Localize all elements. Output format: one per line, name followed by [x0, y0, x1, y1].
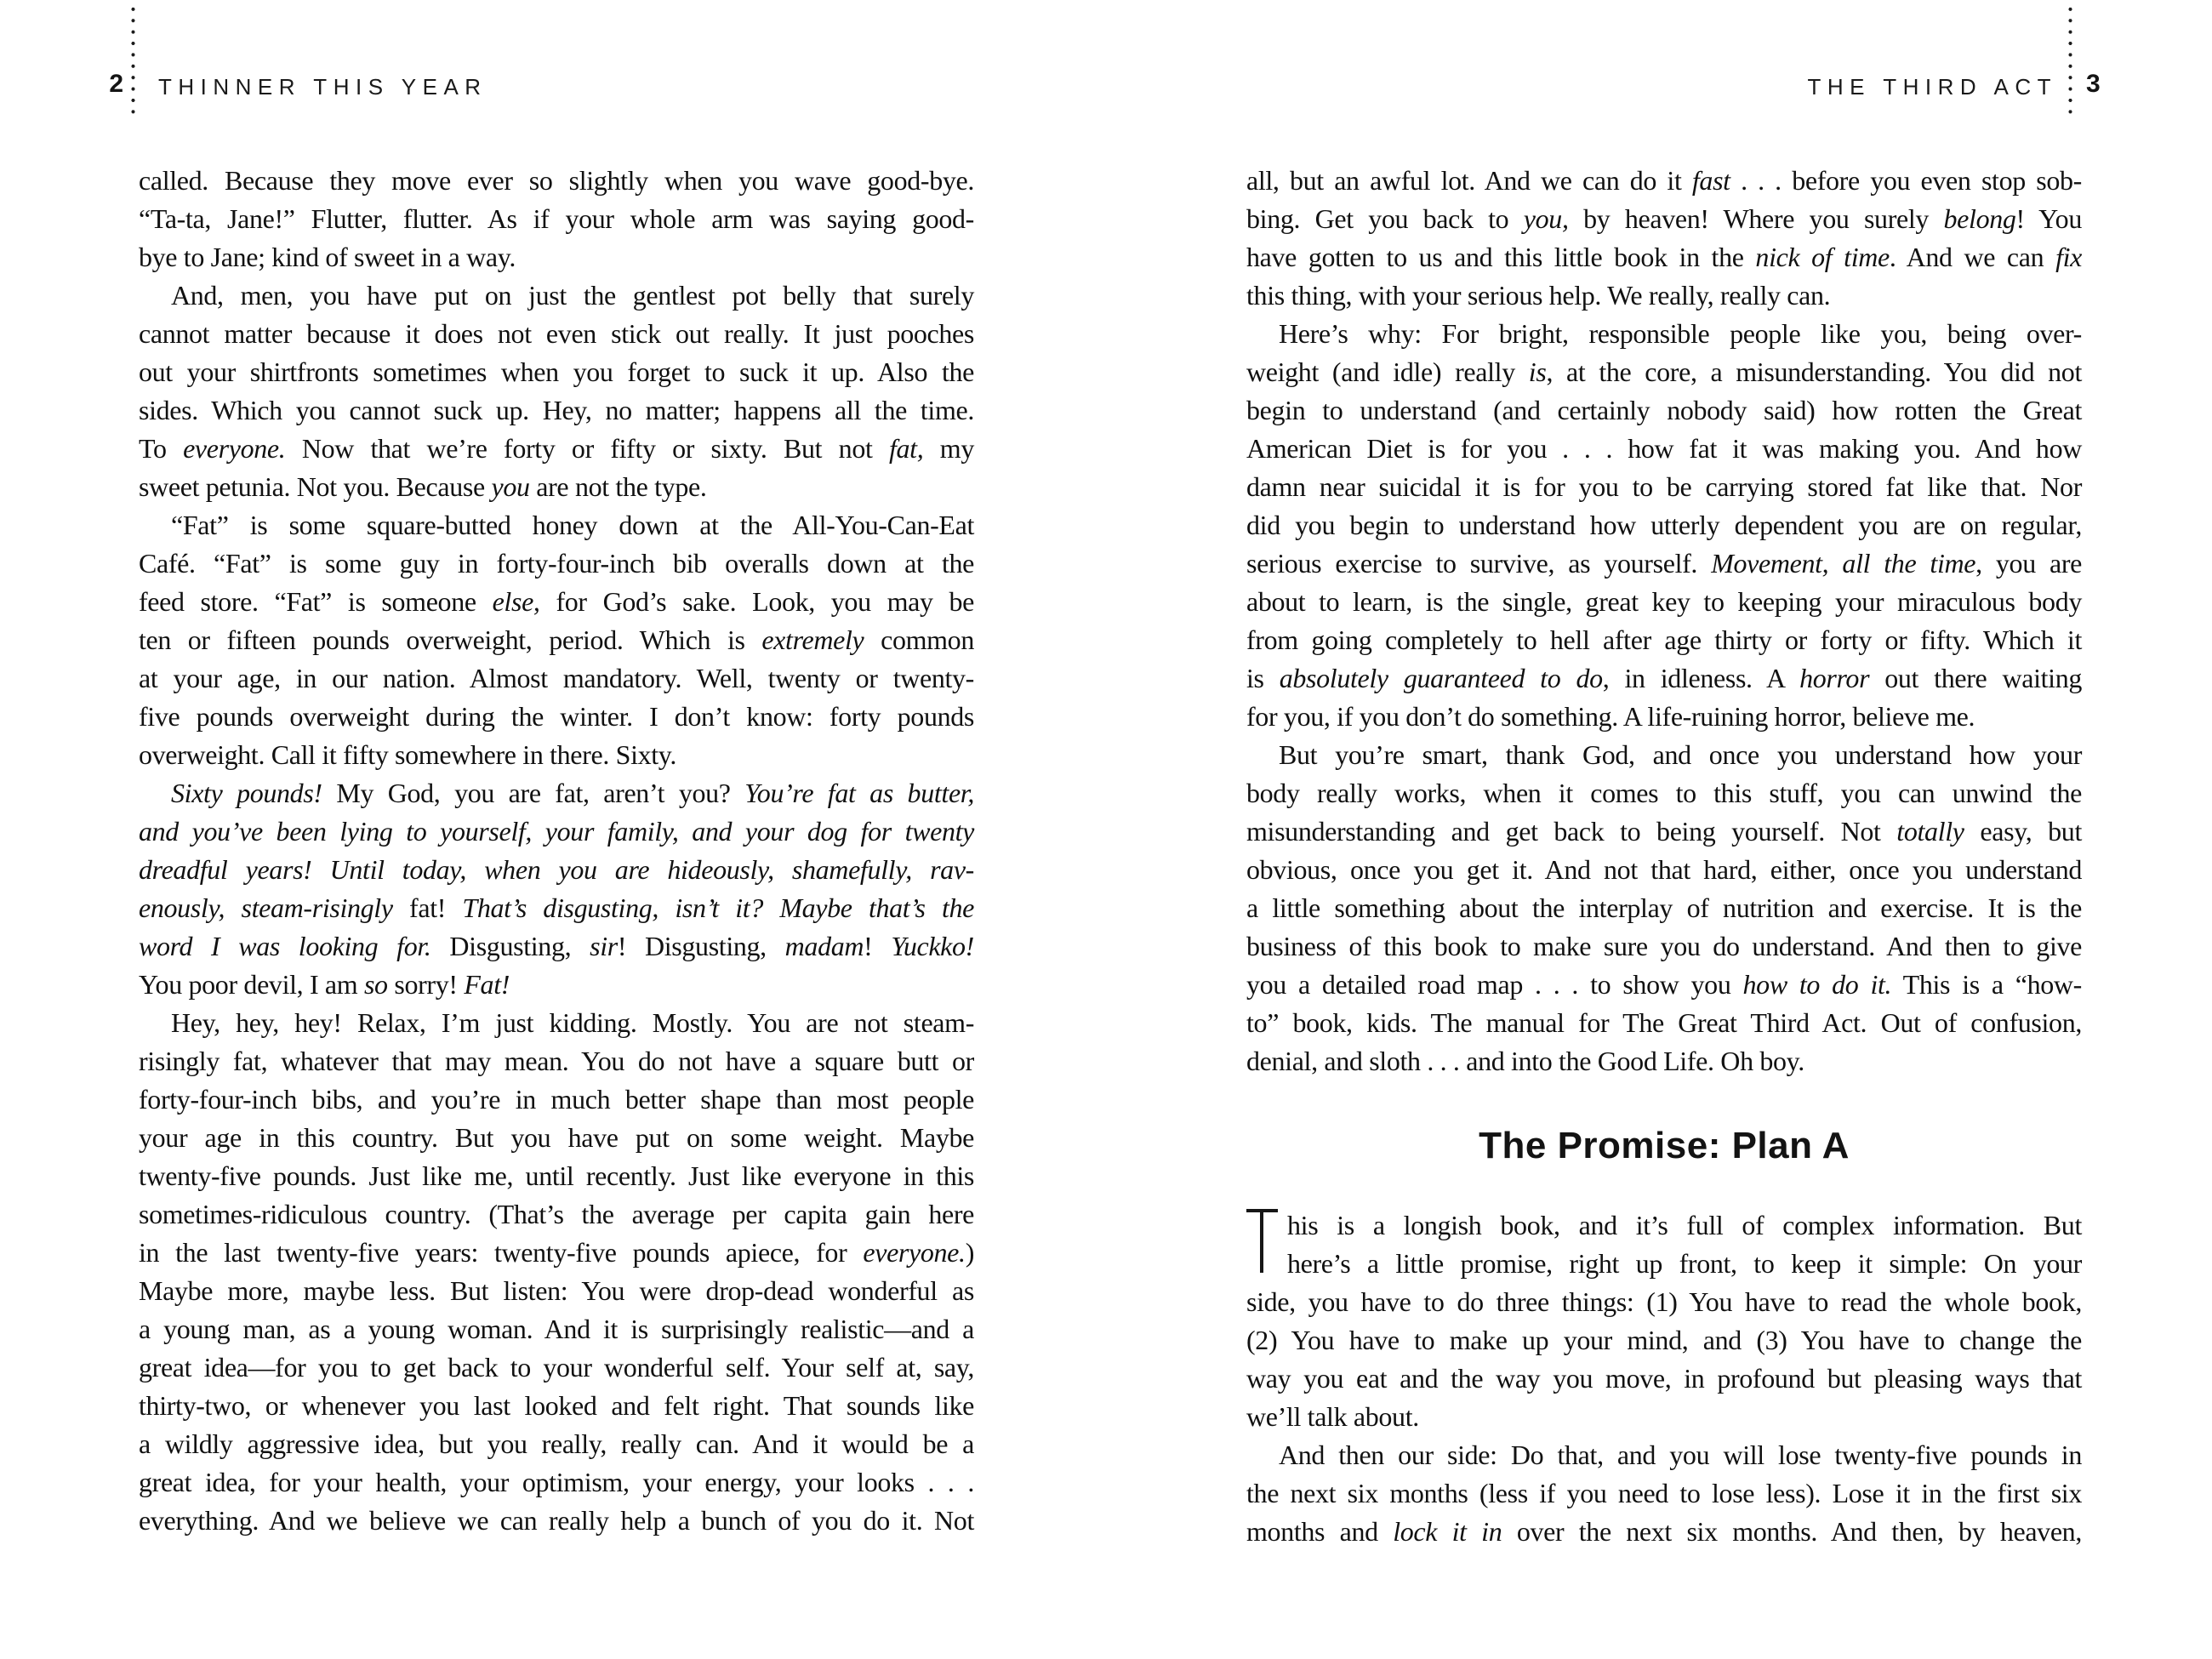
- paragraph: [139, 506, 974, 774]
- left-page-text-column: [139, 162, 974, 1540]
- text-line: great idea—for you to get back to your wonderful self. Your self at, say,: [139, 1352, 974, 1382]
- text-line: sometimes-ridiculous country. (That’s the average per capita gain here: [139, 1199, 974, 1229]
- text-line: business of this book to make sure you do understand. And then to give: [1246, 931, 2082, 961]
- text-line: twenty-five pounds. Just like me, until recently. Just like everyone in this: [139, 1160, 974, 1191]
- text-line: overweight. Call it fifty somewhere in there. Sixty.: [139, 739, 677, 770]
- text-line: forty-four-inch bibs, and you’re in much better shape than most people: [139, 1084, 974, 1115]
- text-line: at your age, in our nation. Almost mandatory. Well, twenty or twenty-: [139, 663, 974, 693]
- text-line: to” book, kids. The manual for The Great Third Act. Out of confusion,: [1246, 1007, 2082, 1038]
- text-line: You poor devil, I am so sorry! Fat!: [139, 969, 510, 1000]
- italic-text: fix: [2055, 242, 2082, 272]
- section-heading: The Promise: Plan A: [1479, 1125, 1850, 1166]
- italic-text: totally: [1896, 816, 1964, 847]
- text-line: Hey, hey, hey! Relax, I’m just kidding. Mostly. You are not steam-: [171, 1007, 974, 1038]
- text-line: weight (and idle) really is, at the core, a misunderstanding. You did not: [1246, 356, 2082, 387]
- running-head-left: THINNER THIS YEAR: [158, 74, 487, 100]
- dotted-rule-right: [2068, 0, 2072, 117]
- italic-text: enously, steam-risingly: [139, 892, 410, 923]
- italic-text: That’s disgusting, isn’t it? Maybe that’s the: [446, 892, 974, 923]
- italic-text: dreadful years! Until today, when you are hideously, shamefully, rav-: [139, 854, 974, 885]
- text-line: his is a longish book, and it’s full of complex information. But: [1287, 1210, 2082, 1240]
- italic-text: madam: [784, 931, 864, 961]
- italic-text: everyone.: [863, 1237, 966, 1268]
- paragraph: [139, 276, 974, 506]
- text-line: from going completely to hell after age thirty or forty or fifty. Which it: [1246, 624, 2082, 655]
- text-line: for you, if you don’t do something. A life-ruining horror, believe me.: [1246, 701, 1975, 732]
- italic-text: extremely: [761, 624, 864, 655]
- text-line: Sixty pounds! My God, you are fat, aren’t you? You’re fat as butter,: [171, 778, 974, 808]
- text-line: in the last twenty-five years: twenty-five pounds apiece, for everyone.): [139, 1237, 974, 1268]
- italic-text: how to do it.: [1742, 969, 1892, 1000]
- text-line: here’s a little promise, right up front, to keep it simple: On your: [1287, 1248, 2082, 1279]
- paragraph: [139, 774, 974, 1004]
- right-page-text-column: [1246, 162, 2082, 1551]
- italic-text: belong: [1943, 203, 2016, 234]
- italic-text: fast: [1691, 165, 1730, 196]
- page-number-right: 3: [2086, 70, 2101, 98]
- text-line: side, you have to do three things: (1) You have to read the whole book,: [1246, 1286, 2082, 1317]
- page-number-left: 2: [109, 70, 124, 98]
- text-line: sides. Which you cannot suck up. Hey, no matter; happens all the time.: [139, 395, 974, 425]
- text-line: “Fat” is some square-butted honey down at the All-You-Can-Eat: [171, 510, 974, 540]
- italic-text: You’re fat as butter,: [744, 778, 974, 808]
- italic-text: everyone.: [183, 433, 286, 464]
- italic-text: absolutely guaranteed to do: [1279, 663, 1603, 693]
- text-line: enously, steam-risingly fat! That’s disgusting, isn’t it? Maybe that’s the: [139, 892, 974, 923]
- italic-text: is: [1528, 356, 1547, 387]
- text-line: [139, 812, 974, 851]
- italic-text: else,: [492, 586, 540, 617]
- text-line: you a detailed road map . . . to show you how to do it. This is a “how-: [1246, 969, 2082, 1000]
- text-line: five pounds overweight during the winter. I don’t know: forty pounds: [139, 701, 974, 732]
- paragraph: [1246, 736, 2082, 1080]
- text-line: To everyone. Now that we’re forty or fifty or sixty. But not fat, my: [139, 433, 974, 464]
- text-line: But you’re smart, thank God, and once you understand how your: [1279, 739, 2082, 770]
- text-line: Here’s why: For bright, responsible people like you, being over-: [1279, 318, 2082, 349]
- italic-text: Fat!: [464, 969, 510, 1000]
- text-line: have gotten to us and this little book in the nick of time. And we can fix: [1246, 242, 2082, 272]
- text-line: all, but an awful lot. And we can do it fast . . . before you even stop sob-: [1246, 165, 2082, 196]
- text-line: cannot matter because it does not even stick out really. It just pooches: [139, 318, 974, 349]
- dotted-rule-left: [131, 0, 135, 117]
- text-line: feed store. “Fat” is someone else, for God’s sake. Look, you may be: [139, 586, 974, 617]
- italic-text: so: [363, 969, 388, 1000]
- text-line: sweet petunia. Not you. Because you are not the type.: [139, 471, 707, 502]
- paragraph: [139, 162, 974, 276]
- italic-text: word I was looking for.: [139, 931, 431, 961]
- text-line: great idea, for your health, your optimism, your energy, your looks . . .: [139, 1467, 974, 1497]
- drop-cap-letter: [1246, 1206, 1287, 1283]
- text-line: obvious, once you get it. And not that hard, either, once you understand: [1246, 854, 2082, 885]
- text-line: months and lock it in over the next six months. And then, by heaven,: [1246, 1516, 2082, 1547]
- text-line: serious exercise to survive, as yourself. Movement, all the time, you are: [1246, 548, 2082, 579]
- text-line: is absolutely guaranteed to do, in idleness. A horror out there waiting: [1246, 663, 2082, 693]
- italic-text: sir: [590, 931, 618, 961]
- text-line: out your shirtfronts sometimes when you forget to suck it up. Also the: [139, 356, 974, 387]
- paragraph: [1246, 162, 2082, 315]
- text-line: this thing, with your serious help. We really, really can.: [1246, 280, 1831, 311]
- text-line: about to learn, is the single, great key to keeping your miraculous body: [1246, 586, 2082, 617]
- text-line: bing. Get you back to you, by heaven! Where you surely belong! You: [1246, 203, 2082, 234]
- text-line: ten or fifteen pounds overweight, period. Which is extremely common: [139, 624, 974, 655]
- paragraph: [1246, 315, 2082, 736]
- text-line: [139, 851, 974, 889]
- text-line: And then our side: Do that, and you will lose twenty-five pounds in: [1279, 1440, 2082, 1470]
- text-line: a little something about the interplay of nutrition and exercise. It is the: [1246, 892, 2082, 923]
- text-line: did you begin to understand how utterly dependent you are on regular,: [1246, 510, 2082, 540]
- text-line: Café. “Fat” is some guy in forty-four-inch bib overalls down at the: [139, 548, 974, 579]
- text-line: thirty-two, or whenever you last looked and felt right. That sounds like: [139, 1390, 974, 1421]
- text-line: denial, and sloth . . . and into the Good Life. Oh boy.: [1246, 1046, 1804, 1076]
- text-line: called. Because they move ever so slightly when you wave good-bye.: [139, 165, 974, 196]
- text-line: (2) You have to make up your mind, and (3) You have to change the: [1246, 1325, 2082, 1355]
- text-line: misunderstanding and get back to being yourself. Not totally easy, but: [1246, 816, 2082, 847]
- italic-text: you,: [1523, 203, 1569, 234]
- text-line: risingly fat, whatever that may mean. You do not have a square butt or: [139, 1046, 974, 1076]
- text-line: everything. And we believe we can really help a bunch of you do it. Not: [139, 1505, 974, 1536]
- italic-text: lock it in: [1393, 1516, 1502, 1547]
- text-line: a wildly aggressive idea, but you really, really can. And it would be a: [139, 1428, 974, 1459]
- italic-text: you: [491, 471, 530, 502]
- text-line: “Ta-ta, Jane!” Flutter, flutter. As if your whole arm was saying good-: [139, 203, 974, 234]
- text-line: we’ll talk about.: [1246, 1401, 1419, 1432]
- text-line: damn near suicidal it is for you to be carrying stored fat like that. Nor: [1246, 471, 2082, 502]
- text-line: body really works, when it comes to this stuff, you can unwind the: [1246, 778, 2082, 808]
- text-line: the next six months (less if you need to lose less). Lose it in the first six: [1246, 1478, 2082, 1508]
- italic-text: and you’ve been lying to yourself, your family, and your dog for twenty: [139, 816, 974, 847]
- text-line: begin to understand (and certainly nobody said) how rotten the Great: [1246, 395, 2082, 425]
- text-line: your age in this country. But you have put on some weight. Maybe: [139, 1122, 974, 1153]
- italic-text: fat,: [888, 433, 924, 464]
- text-line: a young man, as a young woman. And it is surprisingly realistic—and a: [139, 1314, 974, 1344]
- italic-text: Sixty pounds!: [171, 778, 322, 808]
- text-line: Maybe more, maybe less. But listen: You were drop-dead wonderful as: [139, 1275, 974, 1306]
- running-head-right: THE THIRD ACT: [1807, 74, 2057, 100]
- italic-text: Movement, all the time: [1711, 548, 1976, 579]
- paragraph: [1246, 1436, 2082, 1551]
- paragraph: [1246, 1206, 2082, 1436]
- text-line: word I was looking for. Disgusting, sir! Disgusting, madam! Yuckko!: [139, 931, 974, 961]
- text-line: American Diet is for you . . . how fat it was making you. And how: [1246, 433, 2082, 464]
- paragraph: [139, 1004, 974, 1540]
- italic-text: Yuckko!: [891, 931, 974, 961]
- italic-text: horror: [1799, 663, 1870, 693]
- text-line: way you eat and the way you move, in profound but pleasing ways that: [1246, 1363, 2082, 1394]
- text-line: And, men, you have put on just the gentlest pot belly that surely: [171, 280, 974, 311]
- italic-text: nick of time: [1755, 242, 1890, 272]
- text-line: bye to Jane; kind of sweet in a way.: [139, 242, 516, 272]
